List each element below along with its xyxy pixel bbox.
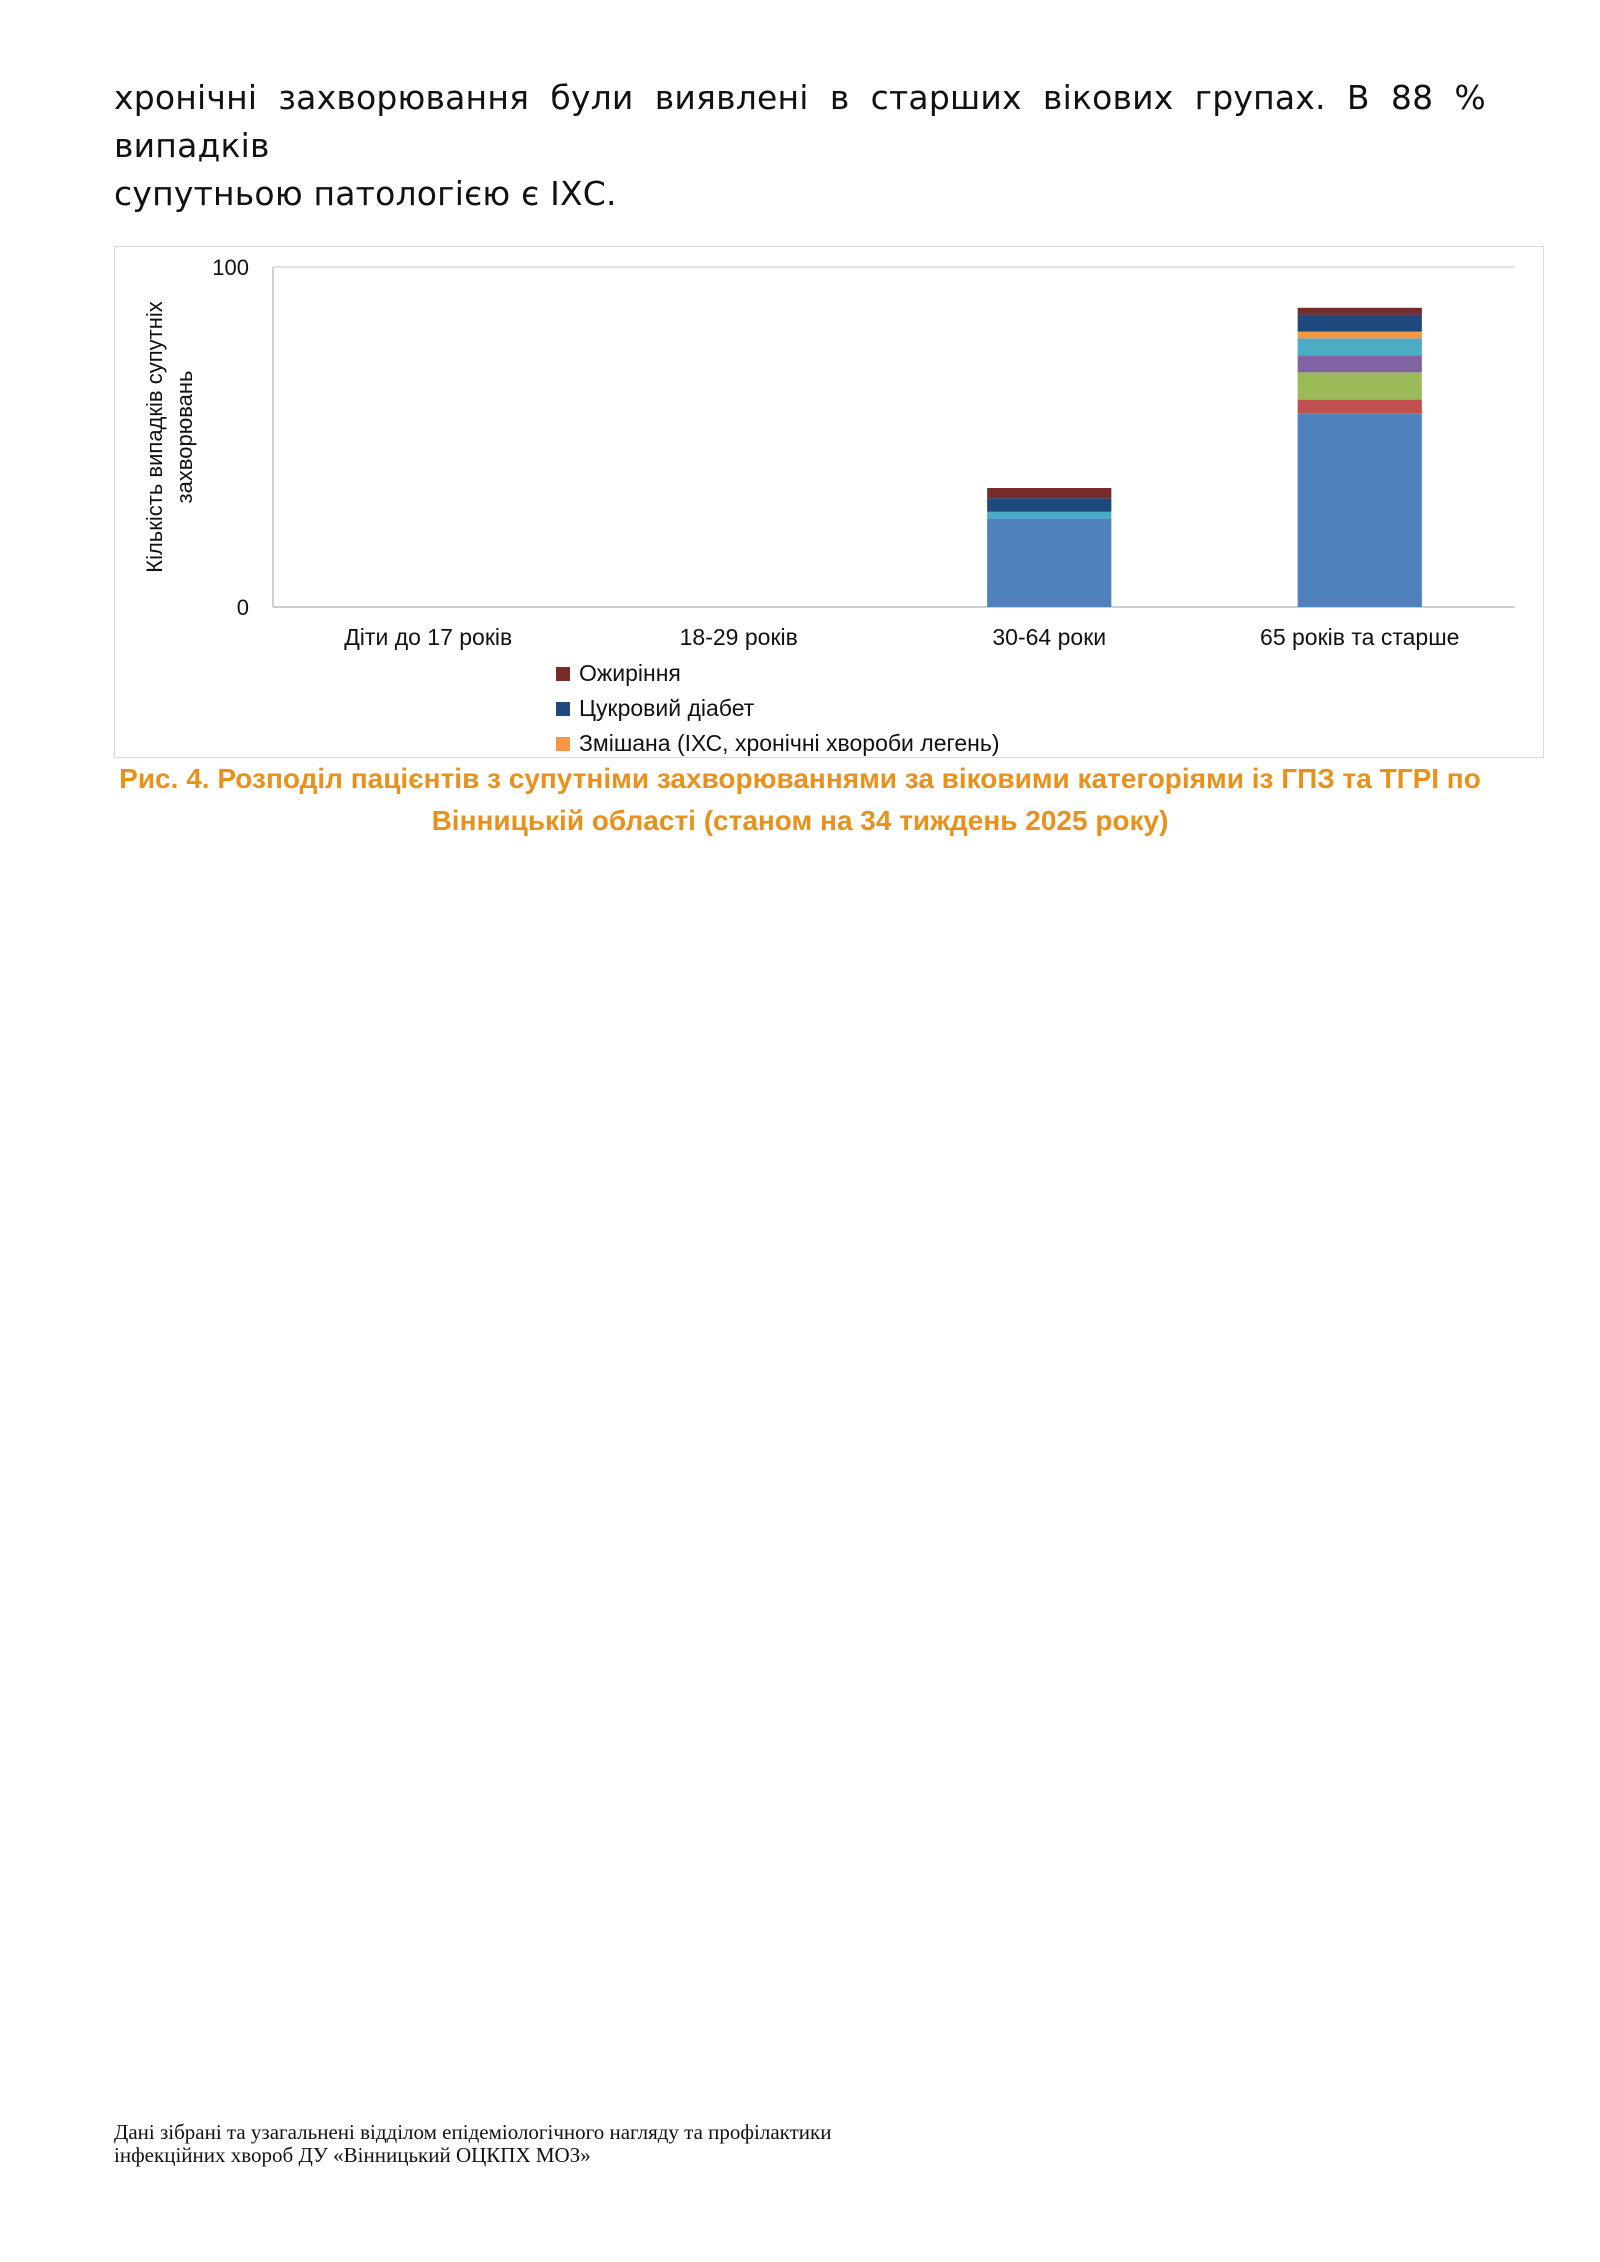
bar-segment: [987, 519, 1111, 607]
legend-item: [556, 726, 1000, 761]
y-tick-label: 0: [236, 595, 249, 620]
bar-segment: [1298, 338, 1422, 355]
x-tick-label: 30-64 роки: [992, 624, 1107, 650]
bar-segment: [987, 488, 1111, 498]
legend-label: Ожиріння: [579, 660, 681, 686]
bar-segment: [1298, 332, 1422, 339]
intro-line-1: хронічні захворювання були виявлені в старших вікових групах. В 88 % випадків: [114, 78, 1486, 165]
figure-caption: [114, 758, 1486, 842]
intro-line-2: супутньою патологією є ІХС.: [114, 174, 617, 213]
bar-segment: [1298, 308, 1422, 315]
legend-swatch: [556, 737, 570, 751]
legend-swatch: [556, 667, 570, 681]
bar-segment: [1298, 355, 1422, 372]
y-tick-label: 100: [212, 255, 249, 280]
caption-line-1: Рис. 4. Розподіл пацієнтів з супутніми захворюваннями за віковими категоріями із ГПЗ та ТГРІ по: [119, 763, 1481, 794]
legend-label: Змішана (ІХС, хронічні хвороби легень): [579, 730, 1000, 756]
bar-segment: [987, 512, 1111, 519]
legend-label: Цукровий діабет: [579, 695, 755, 721]
footer-note: [114, 2121, 831, 2167]
bar-segment: [1298, 413, 1422, 607]
footer-line-2: інфекційних хвороб ДУ «Вінницький ОЦКПХ МОЗ»: [114, 2143, 591, 2167]
x-tick-label: 65 років та старше: [1260, 624, 1460, 650]
y-axis-title-line: захворювань: [172, 370, 197, 504]
legend-item: [556, 656, 1000, 691]
bar-segment: [1298, 315, 1422, 332]
legend-swatch: [556, 702, 570, 716]
y-axis-title: [142, 301, 197, 572]
chart-legend: [556, 656, 1000, 761]
caption-line-2: Вінницькій області (станом на 34 тиждень 2025 року): [431, 805, 1169, 836]
x-tick-label: Діти до 17 років: [344, 624, 513, 650]
y-axis-title-line: Кількість випадків супутніх: [142, 301, 167, 573]
bar-segment: [1298, 400, 1422, 414]
footer-line-1: Дані зібрані та узагальнені відділом епідеміологічного нагляду та профілактики: [114, 2120, 832, 2144]
legend-item: [556, 691, 1000, 726]
bar-segment: [987, 498, 1111, 512]
x-tick-label: 18-29 років: [679, 624, 798, 650]
bar-segment: [1298, 372, 1422, 399]
